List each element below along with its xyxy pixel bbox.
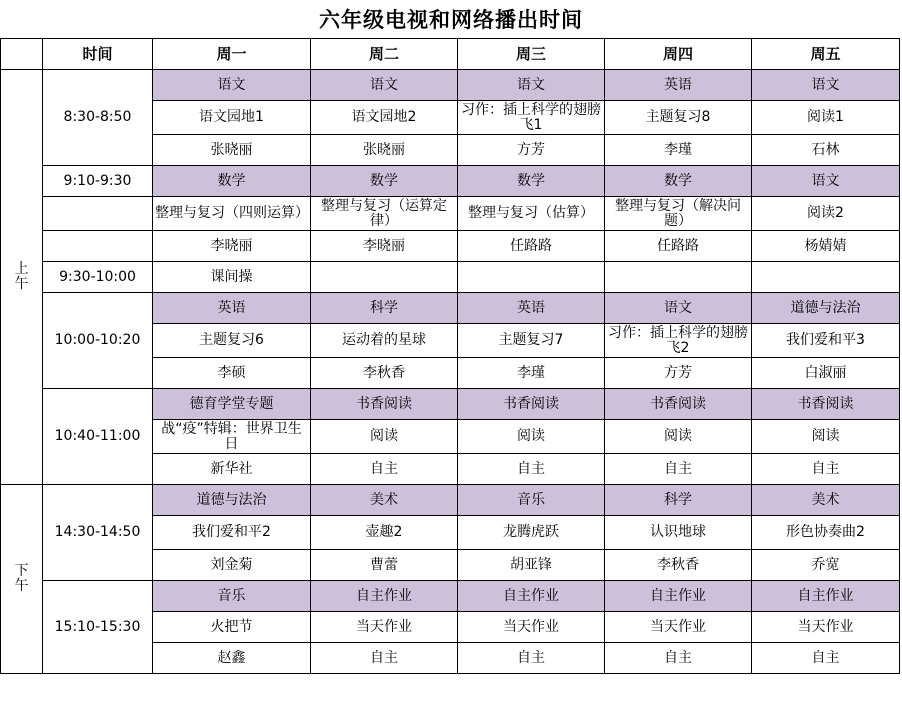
subject-cell: 科学	[311, 293, 458, 324]
subject-cell: 英语	[605, 70, 752, 101]
teacher-cell: 曹蕾	[311, 550, 458, 581]
header-monday: 周一	[153, 39, 311, 70]
subject-cell: 数学	[153, 166, 311, 197]
teacher-cell: 自主	[752, 454, 900, 485]
topic-cell: 主题复习7	[458, 324, 605, 358]
topic-cell: 认识地球	[605, 516, 752, 550]
topic-cell: 战“疫”特辑：世界卫生日	[153, 420, 311, 454]
subject-cell: 数学	[311, 166, 458, 197]
time-cell: 15:10-15:30	[43, 581, 153, 674]
topic-cell: 阅读	[311, 420, 458, 454]
table-row	[1, 262, 900, 293]
empty-cell	[605, 262, 752, 293]
topic-cell: 龙腾虎跃	[458, 516, 605, 550]
topic-cell: 习作：插上科学的翅膀飞1	[458, 101, 605, 135]
activity-cell: 课间操	[153, 262, 311, 293]
header-friday: 周五	[752, 39, 900, 70]
subject-cell: 语文	[458, 70, 605, 101]
time-cell: 10:40-11:00	[43, 389, 153, 485]
topic-cell: 阅读	[458, 420, 605, 454]
subject-cell: 语文	[153, 70, 311, 101]
subject-cell: 道德与法治	[153, 485, 311, 516]
teacher-cell: 乔宽	[752, 550, 900, 581]
time-cell: 10:00-10:20	[43, 293, 153, 389]
empty-time-cell	[43, 231, 153, 262]
topic-cell: 阅读	[605, 420, 752, 454]
topic-cell: 形色协奏曲2	[752, 516, 900, 550]
teacher-cell: 新华社	[153, 454, 311, 485]
topic-cell: 整理与复习（解决问题）	[605, 197, 752, 231]
subject-cell: 美术	[311, 485, 458, 516]
subject-cell: 科学	[605, 485, 752, 516]
topic-cell: 整理与复习（四则运算）	[153, 197, 311, 231]
teacher-cell: 自主	[311, 454, 458, 485]
subject-cell: 德育学堂专题	[153, 389, 311, 420]
period-morning: 上 午	[1, 70, 43, 485]
empty-cell	[458, 262, 605, 293]
subject-cell: 音乐	[458, 485, 605, 516]
subject-cell: 语文	[605, 293, 752, 324]
table-row	[1, 293, 900, 324]
teacher-cell: 自主	[605, 643, 752, 674]
teacher-cell: 任路路	[605, 231, 752, 262]
topic-cell: 整理与复习（估算）	[458, 197, 605, 231]
subject-cell: 数学	[458, 166, 605, 197]
time-cell: 8:30-8:50	[43, 70, 153, 166]
teacher-cell: 张晓丽	[311, 135, 458, 166]
teacher-cell: 刘金菊	[153, 550, 311, 581]
teacher-cell: 张晓丽	[153, 135, 311, 166]
header-tuesday: 周二	[311, 39, 458, 70]
schedule-table	[0, 38, 900, 674]
table-row	[1, 70, 900, 101]
subject-cell: 美术	[752, 485, 900, 516]
header-time: 时间	[43, 39, 153, 70]
table-row	[1, 389, 900, 420]
subject-cell: 自主作业	[752, 581, 900, 612]
teacher-cell: 李晓丽	[153, 231, 311, 262]
topic-cell: 整理与复习（运算定律）	[311, 197, 458, 231]
topic-cell: 运动着的星球	[311, 324, 458, 358]
topic-cell: 我们爱和平2	[153, 516, 311, 550]
teacher-cell: 方芳	[605, 358, 752, 389]
subject-cell: 英语	[458, 293, 605, 324]
teacher-cell: 李瑾	[458, 358, 605, 389]
subject-cell: 书香阅读	[458, 389, 605, 420]
teacher-cell: 李秋香	[311, 358, 458, 389]
teacher-cell: 李晓丽	[311, 231, 458, 262]
subject-cell: 语文	[752, 70, 900, 101]
topic-cell: 阅读	[752, 420, 900, 454]
subject-cell: 语文	[752, 166, 900, 197]
subject-cell: 数学	[605, 166, 752, 197]
topic-cell: 习作：插上科学的翅膀飞2	[605, 324, 752, 358]
topic-cell: 语文园地2	[311, 101, 458, 135]
teacher-cell: 胡亚锋	[458, 550, 605, 581]
subject-cell: 书香阅读	[605, 389, 752, 420]
subject-cell: 自主作业	[311, 581, 458, 612]
subject-cell: 音乐	[153, 581, 311, 612]
header-thursday: 周四	[605, 39, 752, 70]
teacher-cell: 李瑾	[605, 135, 752, 166]
header-row	[1, 39, 900, 70]
teacher-cell: 自主	[752, 643, 900, 674]
subject-cell: 自主作业	[605, 581, 752, 612]
topic-cell: 我们爱和平3	[752, 324, 900, 358]
subject-cell: 英语	[153, 293, 311, 324]
topic-cell: 阅读1	[752, 101, 900, 135]
teacher-cell: 自主	[605, 454, 752, 485]
topic-cell: 当天作业	[605, 612, 752, 643]
table-row	[1, 485, 900, 516]
table-row	[1, 581, 900, 612]
subject-cell: 道德与法治	[752, 293, 900, 324]
page-title: 六年级电视和网络播出时间	[319, 8, 583, 32]
subject-cell: 书香阅读	[752, 389, 900, 420]
teacher-cell: 赵鑫	[153, 643, 311, 674]
table-row	[1, 197, 900, 231]
empty-time-cell	[43, 197, 153, 231]
topic-cell: 语文园地1	[153, 101, 311, 135]
time-cell: 9:30-10:00	[43, 262, 153, 293]
subject-cell: 书香阅读	[311, 389, 458, 420]
time-cell: 14:30-14:50	[43, 485, 153, 581]
topic-cell: 当天作业	[311, 612, 458, 643]
teacher-cell: 石林	[752, 135, 900, 166]
table-row	[1, 231, 900, 262]
topic-cell: 主题复习6	[153, 324, 311, 358]
empty-cell	[752, 262, 900, 293]
teacher-cell: 任路路	[458, 231, 605, 262]
header-wednesday: 周三	[458, 39, 605, 70]
teacher-cell: 方芳	[458, 135, 605, 166]
empty-cell	[311, 262, 458, 293]
topic-cell: 当天作业	[752, 612, 900, 643]
teacher-cell: 李硕	[153, 358, 311, 389]
subject-cell: 语文	[311, 70, 458, 101]
period-afternoon: 下 午	[1, 485, 43, 674]
teacher-cell: 自主	[458, 454, 605, 485]
topic-cell: 壶趣2	[311, 516, 458, 550]
header-corner	[1, 39, 43, 70]
topic-cell: 当天作业	[458, 612, 605, 643]
teacher-cell: 自主	[458, 643, 605, 674]
subject-cell: 自主作业	[458, 581, 605, 612]
table-row	[1, 166, 900, 197]
teacher-cell: 杨婧婧	[752, 231, 900, 262]
topic-cell: 火把节	[153, 612, 311, 643]
teacher-cell: 自主	[311, 643, 458, 674]
teacher-cell: 白淑丽	[752, 358, 900, 389]
time-cell: 9:10-9:30	[43, 166, 153, 197]
teacher-cell: 李秋香	[605, 550, 752, 581]
topic-cell: 阅读2	[752, 197, 900, 231]
topic-cell: 主题复习8	[605, 101, 752, 135]
